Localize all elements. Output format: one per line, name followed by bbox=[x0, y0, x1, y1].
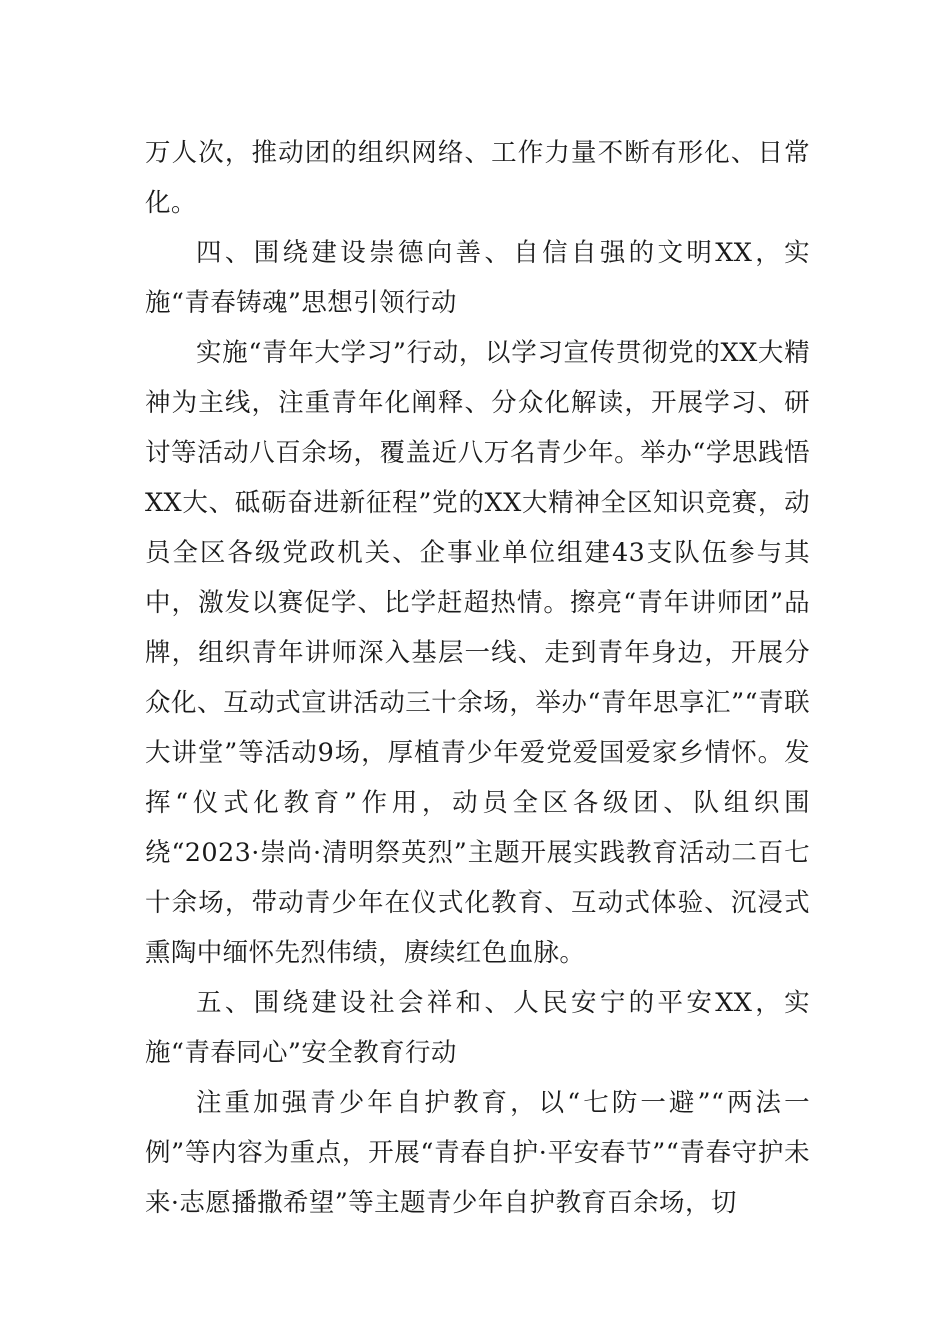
paragraph-continuation: 万人次，推动团的组织网络、工作力量不断有形化、日常化。 bbox=[145, 138, 810, 218]
section-heading-4: 四、围绕建设崇德向善、自信自强的文明XX，实施“青春铸魂”思想引领行动 bbox=[145, 238, 810, 318]
paragraph-safety-education: 注重加强青少年自护教育，以“七防一避”“两法一例”等内容为重点，开展“青春自护·平安春节”“青春守护未来·志愿播撒希望”等主题青少年自护教育百余场，切 bbox=[145, 1088, 810, 1218]
section-heading-5: 五、围绕建设社会祥和、人民安宁的平安XX，实施“青春同心”安全教育行动 bbox=[145, 988, 810, 1068]
paragraph-youth-study: 实施“青年大学习”行动，以学习宣传贯彻党的XX大精神为主线，注重青年化阐释、分众化解读，开展学习、研讨等活动八百余场，覆盖近八万名青少年。举办“学思践悟XX大、砥砺奋进新征程”党的XX大精神全区知识竞赛，动员全区各级党政机关、企事业单位组建43支队伍参与其中，激发以赛促学、比学赶超热情。擦亮“青年讲师团”品牌，组织青年讲师深入基层一线、走到青年身边，开展分众化、互动式宣讲活动三十余场，举办“青年思享汇”“青联大讲堂”等活动9场，厚植青少年爱党爱国爱家乡情怀。发挥“仪式化教育”作用，动员全区各级团、队组织围绕“2023·崇尚·清明祭英烈”主题开展实践教育活动二百七十余场，带动青少年在仪式化教育、互动式体验、沉浸式熏陶中缅怀先烈伟绩，赓续红色血脉。 bbox=[145, 338, 810, 968]
document-page bbox=[145, 128, 810, 1228]
